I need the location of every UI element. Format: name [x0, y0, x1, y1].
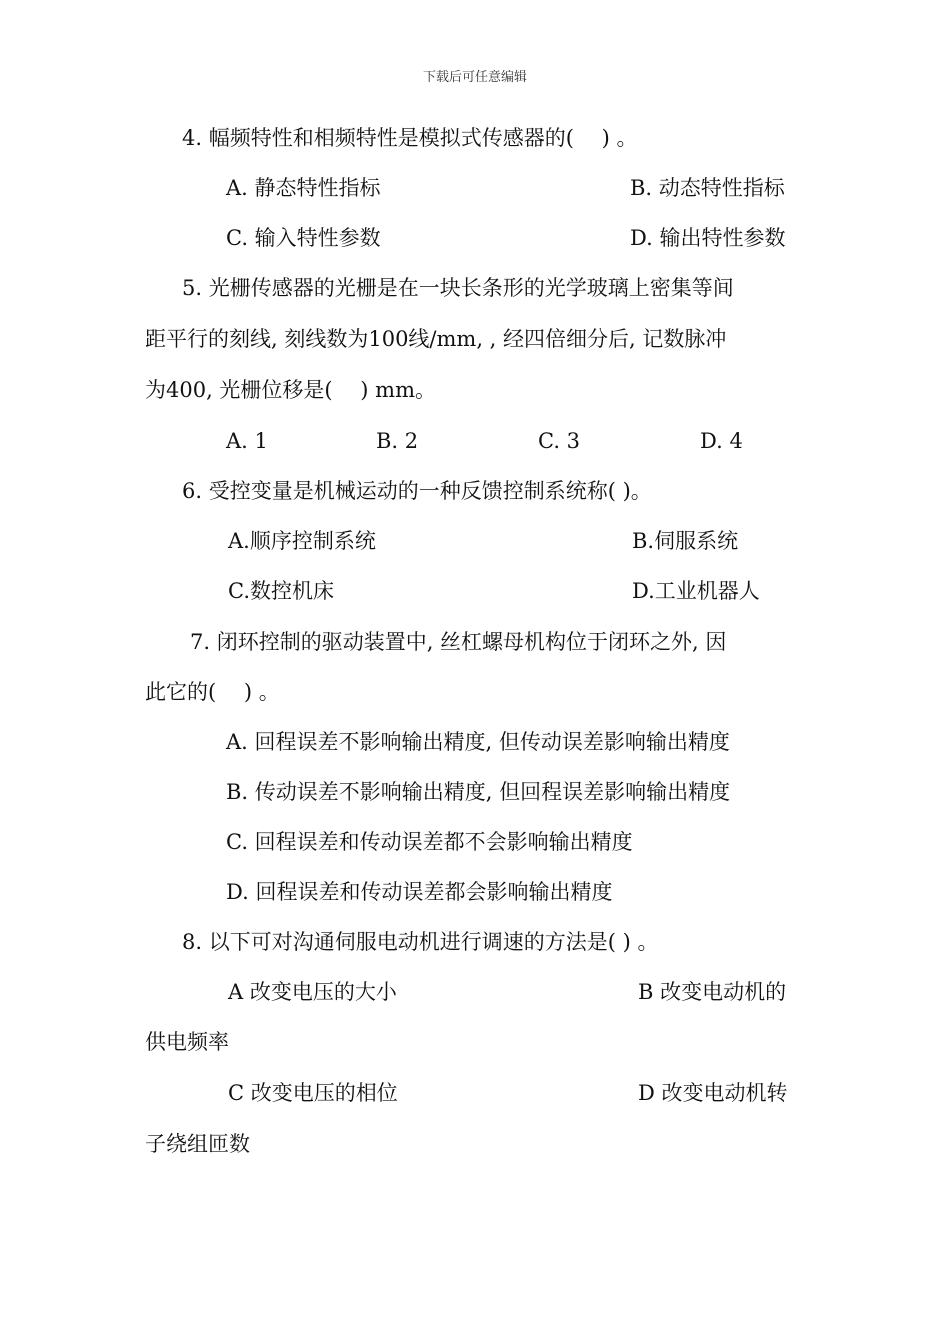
question-7-option-d: D. 回程误差和传动误差都会影响输出精度: [226, 880, 613, 904]
question-7-option-b: B. 传动误差不影响输出精度, 但回程误差影响输出精度: [226, 780, 731, 804]
question-4-option-d: D. 输出特性参数: [630, 226, 786, 250]
question-7-stem-line-1: 7. 闭环控制的驱动装置中, 丝杠螺母机构位于闭环之外, 因: [190, 630, 727, 654]
question-7-option-a: A. 回程误差不影响输出精度, 但传动误差影响输出精度: [226, 730, 730, 754]
question-5-option-a: A. 1: [226, 429, 268, 453]
question-8-option-d-line-2: 子绕组匝数: [145, 1132, 250, 1156]
question-5-stem-line-1: 5. 光栅传感器的光栅是在一块长条形的光学玻璃上密集等间: [182, 276, 734, 300]
page-header: 下载后可任意编辑: [422, 70, 527, 85]
question-6-option-d: D.工业机器人: [632, 579, 760, 603]
question-5-option-c: C. 3: [538, 429, 581, 453]
question-6-stem: 6. 受控变量是机械运动的一种反馈控制系统称( )。: [182, 479, 652, 503]
question-5-option-b: B. 2: [376, 429, 419, 453]
question-4-option-c: C. 输入特性参数: [226, 226, 381, 250]
question-7-option-c: C. 回程误差和传动误差都不会影响输出精度: [226, 830, 633, 854]
question-8-option-a: A 改变电压的大小: [228, 980, 397, 1004]
question-8-option-c: C 改变电压的相位: [228, 1081, 398, 1105]
question-5-option-d: D. 4: [700, 429, 743, 453]
question-6-option-c: C.数控机床: [228, 579, 334, 603]
question-4-option-a: A. 静态特性指标: [226, 176, 381, 200]
question-6-option-b: B.伺服系统: [632, 529, 739, 553]
question-8-option-b-line-2: 供电频率: [145, 1030, 229, 1054]
question-8-option-b-line-1: B 改变电动机的: [638, 980, 787, 1004]
question-4-option-b: B. 动态特性指标: [630, 176, 785, 200]
question-8-stem: 8. 以下可对沟通伺服电动机进行调速的方法是( ) 。: [182, 930, 659, 954]
question-8-option-d-line-1: D 改变电动机转: [638, 1081, 788, 1105]
question-5-stem-line-2: 距平行的刻线, 刻线数为100线/mm, , 经四倍细分后, 记数脉冲: [145, 327, 727, 351]
question-4-stem: 4. 幅频特性和相频特性是模拟式传感器的( ) 。: [182, 126, 638, 150]
question-6-option-a: A.顺序控制系统: [228, 529, 376, 553]
question-7-stem-line-2: 此它的( ) 。: [145, 680, 280, 704]
question-5-stem-line-3: 为400, 光栅位移是( ) mm。: [145, 378, 436, 402]
